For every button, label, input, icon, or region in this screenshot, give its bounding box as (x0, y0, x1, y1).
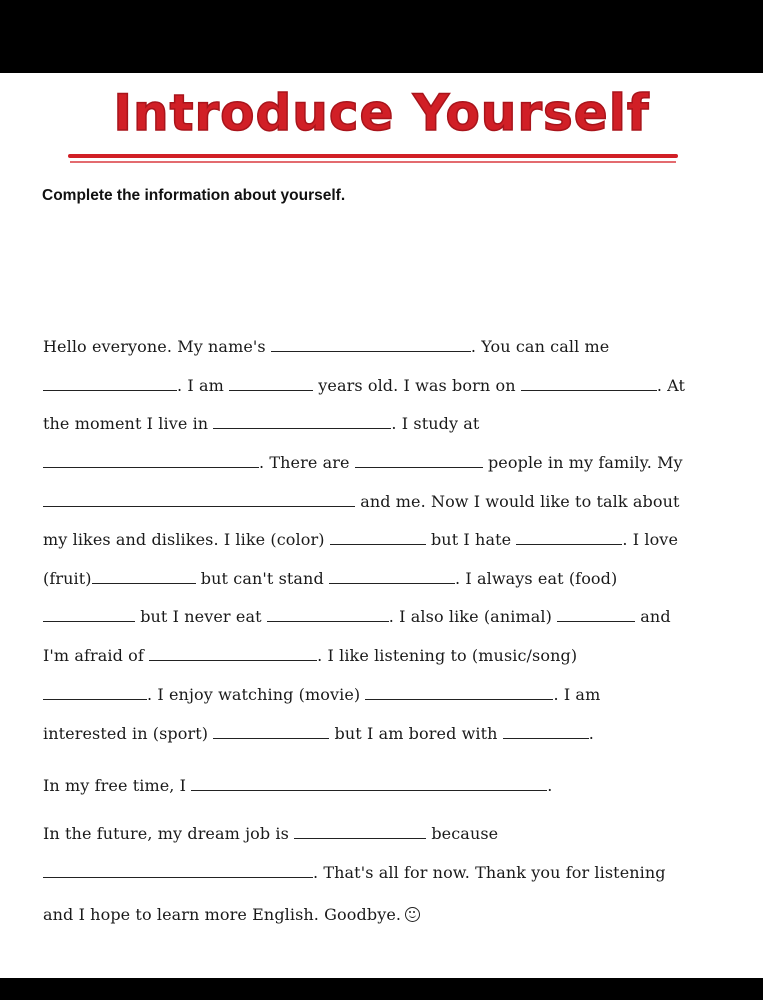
blank-residence[interactable] (213, 414, 391, 429)
text-line-15 (43, 904, 420, 926)
text-line-3 (43, 413, 479, 435)
text-segment: . I study at (391, 414, 480, 433)
blank-school[interactable] (43, 453, 259, 468)
text-segment: . (588, 724, 594, 743)
text-line-14 (43, 862, 666, 884)
blank-bored-with[interactable] (503, 724, 589, 739)
blank-family-members[interactable] (43, 492, 355, 507)
text-line-8 (43, 606, 671, 628)
blank-age[interactable] (229, 376, 313, 391)
text-segment: because (431, 824, 499, 843)
blank-animal[interactable] (557, 607, 635, 622)
blank-movie[interactable] (365, 685, 553, 700)
blank-never-eat[interactable] (267, 607, 389, 622)
text-line-9 (43, 645, 577, 667)
text-line-2 (43, 375, 685, 397)
text-segment: but I hate (430, 530, 512, 549)
blank-nickname[interactable] (43, 376, 177, 391)
text-segment: interested in (sport) (43, 724, 209, 743)
instruction-text: Complete the information about yourself. (42, 187, 346, 204)
text-segment: . I enjoy watching (movie) (147, 685, 361, 704)
text-segment: but I never eat (140, 607, 262, 626)
worksheet-title: Introduce Yourself (113, 84, 650, 142)
blank-name[interactable] (271, 337, 471, 352)
text-segment: . You can call me (470, 337, 610, 356)
text-segment: my likes and dislikes. I like (color) (43, 530, 325, 549)
text-segment: . I love (622, 530, 679, 549)
text-line-1 (43, 336, 609, 358)
text-segment: but I am bored with (334, 724, 498, 743)
smiley-icon (405, 907, 420, 922)
text-segment: Hello everyone. My name's (43, 337, 266, 356)
text-line-10 (43, 684, 600, 706)
text-segment: . I am (553, 685, 601, 704)
blank-family-count[interactable] (355, 453, 483, 468)
text-line-11 (43, 723, 594, 745)
blank-afraid-of[interactable] (149, 646, 317, 661)
text-line-7 (43, 568, 617, 590)
blank-reason[interactable] (43, 863, 313, 878)
blank-sport[interactable] (213, 724, 329, 739)
text-segment: . At (656, 376, 686, 395)
text-segment: I'm afraid of (43, 646, 144, 665)
blank-music[interactable] (43, 685, 147, 700)
text-segment: the moment I live in (43, 414, 209, 433)
text-segment: and (640, 607, 671, 626)
text-segment: . There are (259, 453, 350, 472)
text-line-6 (43, 529, 678, 551)
blank-birthdate[interactable] (521, 376, 657, 391)
text-segment: . I like listening to (music/song) (317, 646, 578, 665)
blank-color[interactable] (330, 530, 426, 545)
blank-free-time[interactable] (191, 776, 547, 791)
text-segment: years old. I was born on (318, 376, 516, 395)
blank-hate[interactable] (516, 530, 622, 545)
text-line-5 (43, 491, 680, 513)
text-segment: In the future, my dream job is (43, 824, 289, 843)
text-segment: . I always eat (food) (455, 569, 618, 588)
text-segment: In my free time, I (43, 776, 187, 795)
text-segment: (fruit) (43, 569, 92, 588)
text-segment: . (547, 776, 553, 795)
title-underline (68, 154, 678, 158)
blank-cant-stand[interactable] (329, 569, 455, 584)
text-segment: people in my family. My (487, 453, 683, 472)
blank-dream-job[interactable] (294, 824, 426, 839)
title-underline-secondary (70, 161, 676, 163)
text-segment: but can't stand (200, 569, 324, 588)
text-segment: . That's all for now. Thank you for listening (313, 863, 666, 882)
text-line-13 (43, 823, 498, 845)
blank-fruit[interactable] (92, 569, 196, 584)
text-line-4 (43, 452, 683, 474)
text-segment: and I hope to learn more English. Goodbye. (43, 905, 402, 924)
blank-food[interactable] (43, 607, 135, 622)
text-segment: and me. Now I would like to talk about (360, 492, 680, 511)
text-segment: . I am (177, 376, 224, 395)
text-segment: . I also like (animal) (388, 607, 552, 626)
text-line-12 (43, 775, 552, 797)
